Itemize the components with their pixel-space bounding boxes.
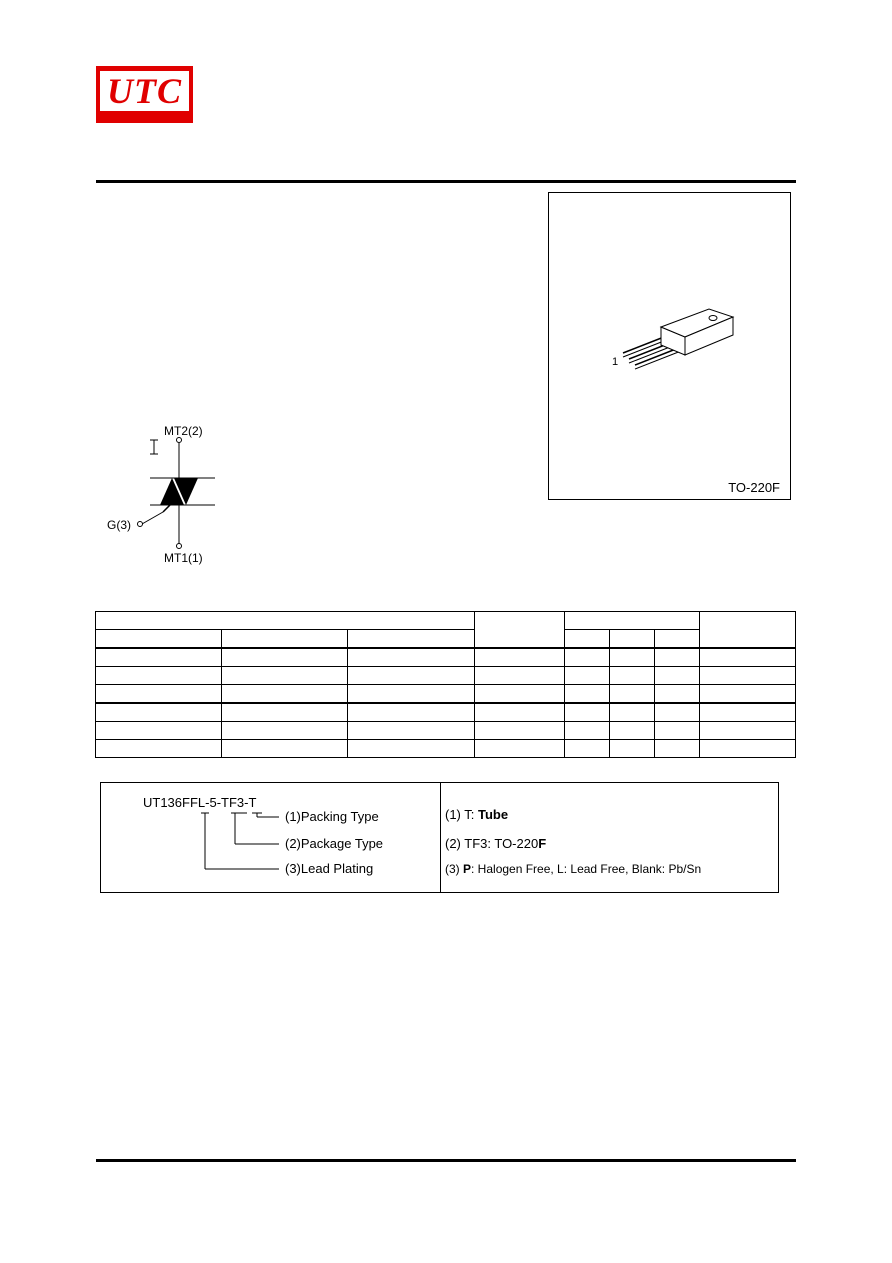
package-box [548, 192, 791, 500]
table-row [96, 722, 796, 740]
packing-type-value [445, 807, 508, 822]
to220f-package-icon [609, 303, 739, 373]
plating-prefix: (3) [445, 862, 463, 876]
triac-symbol [130, 436, 230, 551]
utc-logo [96, 66, 193, 123]
table-row [96, 667, 796, 685]
lead-plating-label: (3)Lead Plating [285, 861, 374, 876]
plating-p: P [463, 862, 472, 876]
footer-rule [96, 1159, 796, 1162]
packing-value: Tube [478, 807, 509, 822]
table-header-cell [222, 630, 348, 649]
packing-type-label: (1)Packing Type [285, 809, 379, 824]
table-header-cell [565, 630, 610, 649]
pin1-label: 1 [612, 356, 619, 368]
table-header-cell [96, 630, 222, 649]
package-type-label: (2)Package Type [285, 836, 384, 851]
decoder-divider [440, 783, 441, 893]
packing-prefix: (1) T: [445, 807, 478, 822]
table-header-cell [96, 612, 475, 630]
table-row [96, 648, 796, 667]
table-header-cell [655, 630, 700, 649]
package-prefix: (2) TF3: TO-220 [445, 836, 539, 851]
table-row [96, 740, 796, 758]
table-row [96, 685, 796, 704]
decoder-connector-lines [101, 783, 440, 893]
table-row [96, 703, 796, 722]
table-header-cell [475, 612, 565, 649]
table-header-cell [700, 612, 796, 649]
mt2-label: MT2(2) [164, 424, 203, 438]
part-number: UT136FFL-5-TF3-T [143, 795, 257, 810]
gate-label: G(3) [107, 518, 131, 532]
table-header-cell [610, 630, 655, 649]
table-subheader-row [96, 630, 796, 649]
package-name: TO-220F [728, 480, 780, 495]
lead-plating-value [445, 862, 701, 876]
header-rule [96, 180, 796, 183]
package-suffix: F [538, 836, 547, 851]
part-number-decoder [100, 782, 779, 893]
mt1-label: MT1(1) [164, 551, 203, 565]
plating-rest: : Halogen Free, L: Lead Free, Blank: Pb/Sn [471, 862, 702, 876]
table-header-cell [348, 630, 475, 649]
table-header-cell [565, 612, 700, 630]
package-type-value [445, 836, 546, 851]
table-header-row [96, 612, 796, 630]
ordering-info-table [95, 611, 796, 758]
logo-text: UTC [100, 71, 189, 111]
